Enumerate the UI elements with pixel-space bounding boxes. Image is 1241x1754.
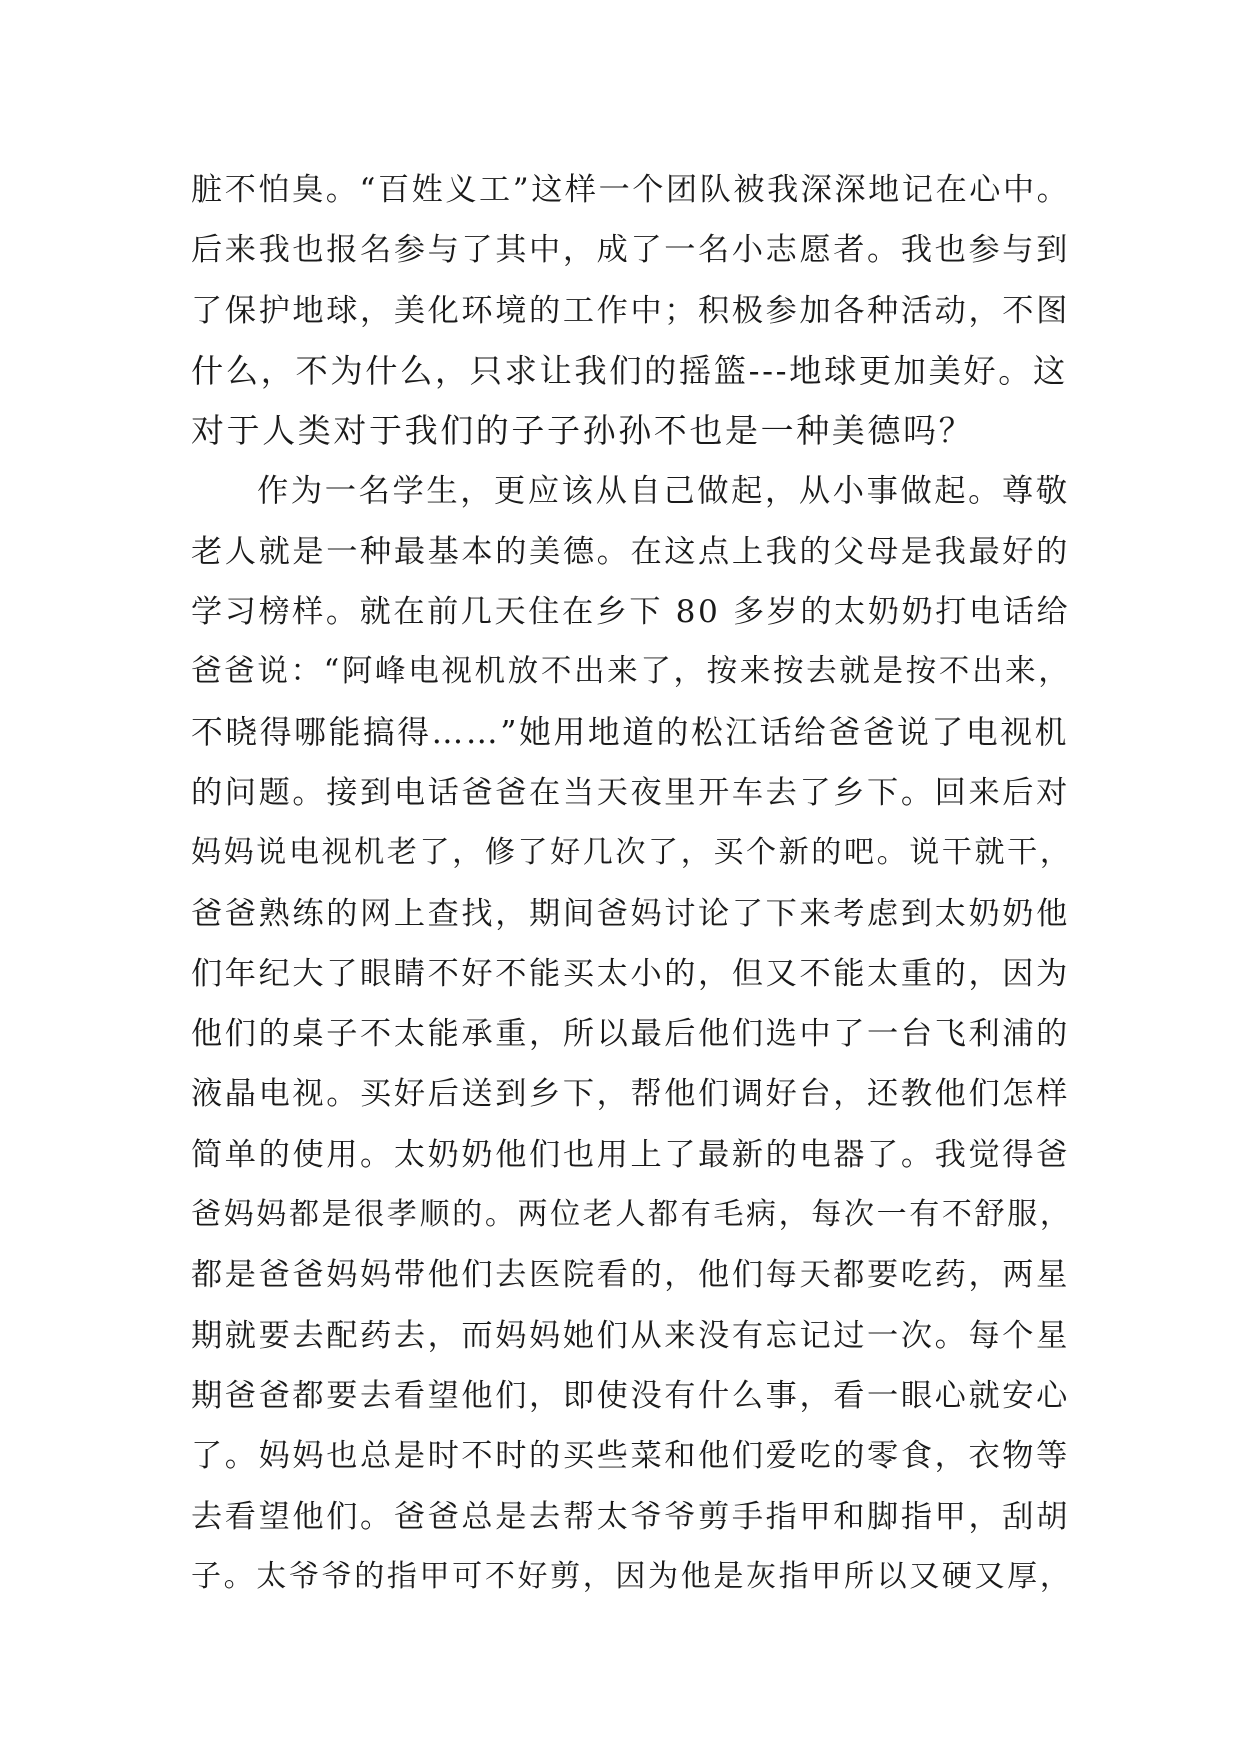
text-line: 期爸爸都要去看望他们，即使没有什么事，看一眼心就安心: [191, 1377, 1070, 1414]
text-line: 妈妈说电视机老了，修了好几次了，买个新的吧。说干就干，: [191, 835, 1073, 871]
text-line: 的问题。接到电话爸爸在当天夜里开车去了乡下。回来后对: [191, 774, 1070, 811]
body-text: [191, 160, 1071, 1607]
text-line: 液晶电视。买好后送到乡下，帮他们调好台，还教他们怎样: [191, 1076, 1070, 1113]
text-line: 们年纪大了眼睛不好不能买太小的，但又不能太重的，因为: [191, 955, 1070, 992]
text-line: 简单的使用。太奶奶他们也用上了最新的电器了。我觉得爸: [191, 1136, 1070, 1173]
text-line: 对于人类对于我们的子子孙孙不也是一种美德吗？: [191, 411, 975, 451]
text-line: 子。太爷爷的指甲可不好剪，因为他是灰指甲所以又硬又厚，: [191, 1558, 1073, 1594]
text-line: 脏不怕臭。“百姓义工”这样一个团队被我深深地记在心中。: [191, 172, 1071, 208]
text-line: 后来我也报名参与了其中，成了一名小志愿者。我也参与到: [191, 232, 1070, 269]
paragraph-first-line: 作为一名学生，更应该从自己做起，从小事做起。尊敬: [257, 473, 1070, 510]
text-line: 爸爸熟练的网上查找，期间爸妈讨论了下来考虑到太奶奶他: [191, 895, 1070, 932]
text-line: 期就要去配药去，而妈妈她们从来没有忘记过一次。每个星: [191, 1317, 1070, 1354]
text-line: 了。妈妈也总是时不时的买些菜和他们爱吃的零食，衣物等: [191, 1438, 1070, 1475]
text-line: 他们的桌子不太能承重，所以最后他们选中了一台飞利浦的: [191, 1016, 1070, 1053]
text-line: 去看望他们。爸爸总是去帮太爷爷剪手指甲和脚指甲，刮胡: [191, 1498, 1070, 1535]
text-line: 学习榜样。就在前几天住在乡下 80 多岁的太奶奶打电话给: [191, 594, 1071, 631]
text-line: 爸爸说：“阿峰电视机放不出来了，按来按去就是按不出来，: [191, 654, 1072, 690]
text-line: 都是爸爸妈妈带他们去医院看的，他们每天都要吃药，两星: [191, 1257, 1070, 1294]
text-line: 了保护地球，美化环境的工作中；积极参加各种活动，不图: [191, 292, 1070, 329]
text-line: 老人就是一种最基本的美德。在这点上我的父母是我最好的: [191, 533, 1070, 570]
text-line: 什么，不为什么，只求让我们的摇篮---地球更加美好。这: [191, 351, 1068, 390]
text-line: 爸妈妈都是很孝顺的。两位老人都有毛病，每次一有不舒服，: [191, 1197, 1073, 1233]
text-line: 不晓得哪能搞得……”她用地道的松江话给爸爸说了电视机: [191, 714, 1069, 751]
